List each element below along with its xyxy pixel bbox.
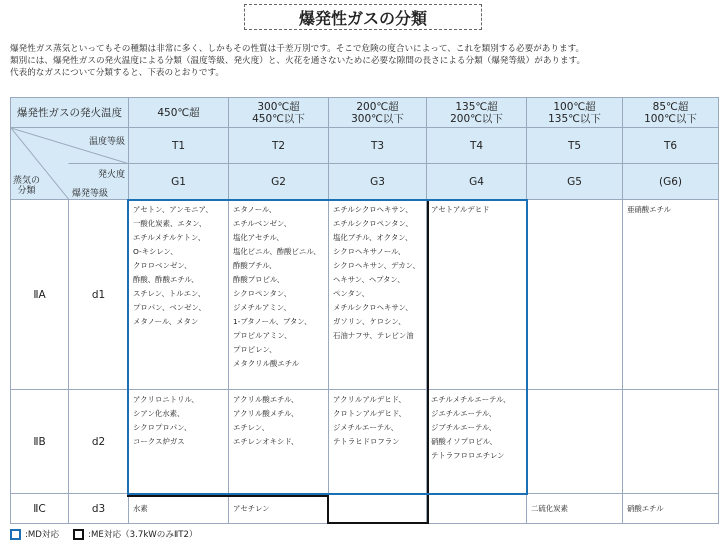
temp-range: 200℃超 300℃以下	[329, 98, 427, 128]
gas-name: 一酸化炭素、エタン、	[133, 219, 207, 228]
legend	[10, 528, 198, 540]
explosion-grade-cell: d1	[69, 200, 129, 390]
gas-name: クロトンアルデヒド、	[333, 409, 406, 418]
gas-list-cell	[129, 390, 229, 494]
explosion-class-label: 爆発等級	[72, 189, 109, 199]
intro-text	[10, 43, 718, 79]
temp-range: 135℃超 200℃以下	[427, 98, 527, 128]
temp-range: 85℃超 100℃以下	[623, 98, 719, 128]
ignition-degree-cell: G2	[229, 164, 329, 200]
gas-name: アクリル酸エチル、	[233, 395, 299, 404]
gas-name: アクリルアルデヒド、	[333, 395, 406, 404]
gas-list-cell	[329, 200, 427, 390]
gas-name: 酢酸ブチル、	[233, 261, 277, 270]
vapor-class-cell: ⅡA	[11, 200, 69, 390]
gas-list-cell	[527, 390, 623, 494]
gas-name: エチレンオキシド、	[233, 437, 299, 446]
table-row	[11, 390, 719, 494]
gas-name: コークス炉ガス	[133, 437, 185, 446]
temp-range: 100℃超 135℃以下	[527, 98, 623, 128]
ignition-degree-cell: G5	[527, 164, 623, 200]
gas-list-cell	[427, 494, 527, 524]
gas-name: 塩化ブチル、オクタン、	[333, 233, 413, 242]
gas-list-cell	[527, 200, 623, 390]
gas-name: アクリル酸メチル、	[233, 409, 299, 418]
gas-list-cell	[427, 390, 527, 494]
gas-name: 酢酸、酢酸エチル、	[133, 275, 199, 284]
gas-name: 酢酸プロピル、	[233, 275, 285, 284]
gas-name: プロパン、ベンゼン、	[133, 303, 206, 312]
temp-class-cell: T1	[129, 128, 229, 164]
temp-class-cell: T4	[427, 128, 527, 164]
gas-name: ガソリン、ケロシン、	[333, 317, 406, 326]
gas-name: シクロプロパン、	[133, 423, 192, 432]
gas-list-cell	[427, 200, 527, 390]
md-legend-square	[10, 529, 21, 540]
gas-name: テトラヒドロフラン	[333, 437, 400, 446]
gas-name: アセチレン	[233, 504, 270, 513]
explosion-grade-cell: d3	[69, 494, 129, 524]
ignition-degree-cell: (G6)	[623, 164, 719, 200]
temp-class-cell: T2	[229, 128, 329, 164]
temp-range: 300℃超 450℃以下	[229, 98, 329, 128]
gas-name: エタノール、	[233, 205, 277, 214]
gas-name: エチルシクロペンタン、	[333, 219, 413, 228]
explosion-grade-cell: d2	[69, 390, 129, 494]
page-title: 爆発性ガスの分類	[244, 4, 482, 30]
gas-list-cell	[229, 494, 329, 524]
gas-name: ジメチルエーテル、	[333, 423, 398, 432]
gas-name: O-キシレン、	[133, 247, 178, 256]
ignition-degree-cell: G3	[329, 164, 427, 200]
gas-list-cell	[527, 494, 623, 524]
me-legend-square	[73, 529, 84, 540]
gas-name: シクロヘキサン、デカン、	[333, 261, 420, 270]
gas-name: シアン化水素、	[133, 409, 185, 418]
vapor-class-label: 蒸気の 分類	[13, 176, 41, 196]
gas-name: プロピレン、	[233, 345, 277, 354]
gas-name: アセトアルデヒド	[431, 205, 490, 214]
gas-name: ジブチルエーテル、	[431, 423, 497, 432]
temp-class-cell: T3	[329, 128, 427, 164]
gas-list-cell	[623, 494, 719, 524]
gas-name: エチルメチルエーテル、	[431, 395, 511, 404]
gas-name: メタクリル酸エチル	[233, 359, 300, 368]
gas-name: ペンタン、	[333, 289, 370, 298]
gas-name: エチルメチルケトン、	[133, 233, 206, 242]
gas-name: プロピルアミン、	[233, 331, 292, 340]
temp-class-cell: T6	[623, 128, 719, 164]
temp-range: 450℃超	[129, 98, 229, 128]
gas-name: 塩化ビニル、酢酸ビニル、	[233, 247, 321, 256]
gas-list-cell	[129, 494, 229, 524]
intro-line: 代表的なガスについて分類すると、下表のとおりです。	[10, 68, 224, 78]
gas-name: シクロペンタン、	[233, 289, 292, 298]
gas-name: 石油ナフサ、テレビン油	[333, 331, 414, 340]
intro-line: 爆発性ガス蒸気といってもその種類は非常に多く、しかもその性質は千差万別です。そこで危険の度合いによって、これを類別する必要があります。	[10, 44, 585, 54]
gas-name: 二硫化炭素	[531, 504, 568, 513]
gas-name: クロロベンゼン、	[133, 261, 192, 270]
ignition-temp-label: 爆発性ガスの発火温度	[11, 98, 129, 128]
gas-name: 亜硝酸エチル	[627, 205, 671, 214]
gas-name: エチレン、	[233, 423, 270, 432]
table-row	[11, 494, 719, 524]
table-row	[11, 200, 719, 390]
temp-class-label: 温度等級	[88, 137, 125, 147]
gas-name: アクリロニトリル、	[133, 395, 199, 404]
ignition-degree-label: 発火度	[97, 170, 125, 180]
gas-name: シクロヘキサノール、	[333, 247, 406, 256]
gas-name: スチレン、トルエン、	[133, 289, 206, 298]
header-corner	[11, 128, 129, 200]
gas-list-cell	[623, 200, 719, 390]
temp-class-cell: T5	[527, 128, 623, 164]
gas-list-cell	[329, 494, 427, 524]
gas-name: ヘキサン、ヘプタン、	[333, 275, 405, 284]
gas-name: アセトン、アンモニア、	[133, 205, 213, 214]
intro-line: 類別には、爆発性ガスの発火温度による分類（温度等級、発火度）と、火花を通さないために必要な隙間の長さによる分類（爆発等級）があります。	[10, 56, 586, 66]
gas-name: ジエチルエーテル、	[431, 409, 497, 418]
ignition-degree-cell: G4	[427, 164, 527, 200]
vapor-class-cell: ⅡC	[11, 494, 69, 524]
gas-name: 硝酸エチル	[627, 504, 664, 513]
gas-name: メタノール、メタン	[133, 317, 199, 326]
gas-name: 硝酸イソプロピル、	[431, 437, 497, 446]
gas-list-cell	[623, 390, 719, 494]
gas-classification-table	[10, 97, 719, 524]
gas-name: 塩化アセチル、	[233, 233, 284, 242]
gas-list-cell	[229, 200, 329, 390]
gas-name: エチルベンゼン、	[233, 219, 292, 228]
md-legend-label: :MD対応	[25, 530, 60, 540]
gas-list-cell	[329, 390, 427, 494]
gas-name: テトラフロロエチレン	[431, 451, 505, 460]
gas-name: 水素	[133, 504, 148, 513]
ignition-degree-cell: G1	[129, 164, 229, 200]
me-legend-label: :ME対応（3.7kWのみⅡT2）	[88, 530, 198, 540]
gas-name: メチルシクロヘキサン、	[333, 303, 413, 312]
gas-list-cell	[229, 390, 329, 494]
gas-name: ジメチルアミン、	[233, 303, 291, 312]
gas-name: エチルシクロヘキサン、	[333, 205, 413, 214]
gas-list-cell	[129, 200, 229, 390]
vapor-class-cell: ⅡB	[11, 390, 69, 494]
gas-name: 1-ブタノール、ブタン、	[233, 317, 312, 326]
